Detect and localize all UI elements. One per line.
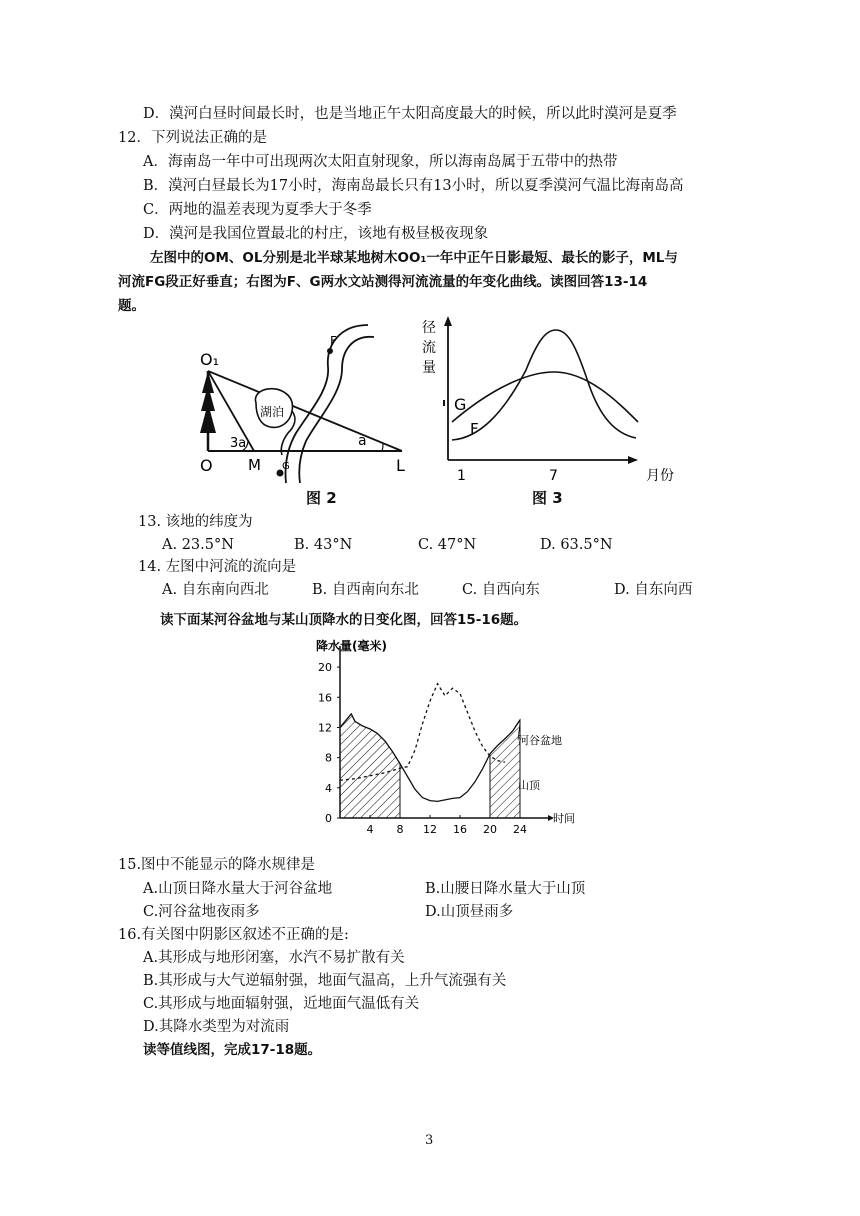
label-lake: 湖泊 bbox=[260, 405, 285, 419]
intro-13-line1: 左图中的OM、OL分别是北半球某地树木OO₁一年中正午日影最短、最长的影子，ML与 bbox=[150, 250, 678, 266]
q15-option-b: B.山腰日降水量大于山顶 bbox=[425, 881, 586, 897]
fig3-ylabel-1: 径 bbox=[422, 320, 436, 336]
label-m: M bbox=[248, 456, 261, 474]
precip-x-tick-label: 16 bbox=[453, 823, 467, 836]
figure-3-caption: 图 3 bbox=[532, 489, 563, 507]
q11-option-d: D．漠河白昼时间最长时，也是当地正午太阳高度最大的时候，所以此时漠河是夏季 bbox=[143, 106, 677, 122]
fig3-label-g: G bbox=[454, 395, 467, 414]
fig3-tick-7: 7 bbox=[549, 468, 558, 484]
fig3-tick-1: 1 bbox=[457, 468, 466, 484]
precip-ylabel: 降水量(毫米) bbox=[316, 639, 387, 653]
river-bank-right bbox=[285, 325, 368, 483]
intro-17: 读等值线图，完成17-18题。 bbox=[143, 1042, 322, 1058]
q14-option-d: D. 自东向西 bbox=[614, 582, 693, 598]
precip-x-tick-label: 12 bbox=[423, 823, 437, 836]
fig3-curve-f bbox=[452, 330, 636, 440]
precip-y-tick-label: 16 bbox=[318, 691, 332, 705]
fig3-xlabel: 月份 bbox=[646, 468, 674, 484]
angle-arc-a bbox=[382, 444, 383, 451]
q16-stem: 16.有关图中阴影区叙述不正确的是: bbox=[118, 927, 349, 943]
fig3-ylabel-2: 流 bbox=[422, 340, 436, 356]
label-g: G bbox=[282, 461, 290, 472]
q12-option-b: B．漠河白昼最长为17小时，海南岛最长只有13小时，所以夏季漠河气温比海南岛高 bbox=[143, 178, 684, 194]
precip-legend-basin: 河谷盆地 bbox=[518, 734, 562, 747]
label-o1: O₁ bbox=[200, 350, 220, 369]
page-number: 3 bbox=[425, 1133, 434, 1148]
precip-y-tick-label: 0 bbox=[325, 812, 332, 825]
q16-option-c: C.其形成与地面辐射强，近地面气温低有关 bbox=[143, 996, 420, 1012]
figure-2-caption: 图 2 bbox=[306, 489, 337, 507]
river-bank-left bbox=[299, 337, 374, 483]
intro-15: 读下面某河谷盆地与某山顶降水的日变化图，回答15-16题。 bbox=[160, 612, 528, 628]
q12-option-c: C．两地的温差表现为夏季大于冬季 bbox=[143, 202, 372, 218]
figure-2-diagram bbox=[190, 315, 420, 485]
fig3-y-arrow bbox=[444, 316, 452, 326]
label-l: L bbox=[396, 456, 405, 475]
q15-option-a: A.山顶日降水量大于河谷盆地 bbox=[143, 881, 333, 897]
fig3-x-arrow bbox=[628, 456, 638, 464]
precip-x-tick-label: 20 bbox=[483, 823, 497, 836]
q13-option-c: C. 47°N bbox=[418, 537, 477, 553]
q13-stem: 13. 该地的纬度为 bbox=[138, 514, 253, 530]
q16-option-a: A.其形成与地形闭塞，水汽不易扩散有关 bbox=[143, 950, 405, 966]
precip-y-tick-label: 8 bbox=[325, 751, 332, 765]
precip-shaded-area bbox=[490, 720, 520, 818]
precip-xlabel: 时间 bbox=[553, 812, 575, 825]
q16-option-b: B.其形成与大气逆辐射强，地面气温高，上升气流强有关 bbox=[143, 973, 507, 989]
fig3-ylabel-3: 量 bbox=[422, 360, 436, 376]
q14-option-a: A. 自东南向西北 bbox=[162, 582, 269, 598]
q15-option-d: D.山顶昼雨多 bbox=[425, 904, 514, 920]
q15-stem: 15.图中不能显示的降水规律是 bbox=[118, 857, 316, 873]
q13-option-a: A. 23.5°N bbox=[162, 537, 234, 553]
precip-y-tick-label: 20 bbox=[318, 661, 332, 675]
q14-stem: 14. 左图中河流的流向是 bbox=[138, 559, 297, 575]
q14-option-c: C. 自西向东 bbox=[462, 582, 540, 598]
precip-legend-summit: 山顶 bbox=[518, 779, 540, 792]
station-f-dot bbox=[327, 348, 333, 354]
intro-13-line2: 河流FG段正好垂直；右图为F、G两水文站测得河流流量的年变化曲线。读图回答13-14 bbox=[118, 274, 648, 290]
q16-option-d: D.其降水类型为对流雨 bbox=[143, 1019, 290, 1035]
precip-x-tick-label: 8 bbox=[396, 823, 404, 836]
intro-13-line3: 题。 bbox=[118, 298, 145, 314]
precipitation-chart bbox=[300, 632, 600, 842]
label-a: a bbox=[358, 433, 367, 449]
q12-stem: 12．下列说法正确的是 bbox=[118, 130, 267, 146]
precip-y-tick-label: 12 bbox=[318, 721, 332, 735]
precip-x-tick-label: 4 bbox=[366, 823, 374, 836]
label-3a: 3a bbox=[230, 436, 247, 451]
precip-x-tick-label: 24 bbox=[513, 823, 527, 836]
label-f: F bbox=[330, 334, 337, 348]
figure-3-chart bbox=[420, 310, 690, 488]
q13-option-d: D. 63.5°N bbox=[540, 537, 613, 553]
precip-y-tick-label: 4 bbox=[325, 781, 332, 795]
fig3-curve-g bbox=[452, 372, 638, 422]
fig3-label-f: F bbox=[470, 420, 479, 438]
q12-option-a: A．海南岛一年中可出现两次太阳直射现象，所以海南岛属于五带中的热带 bbox=[143, 154, 618, 170]
q13-option-b: B. 43°N bbox=[294, 537, 353, 553]
label-o: O bbox=[200, 456, 213, 475]
q12-option-d: D．漠河是我国位置最北的村庄，该地有极昼极夜现象 bbox=[143, 226, 489, 242]
q15-option-c: C.河谷盆地夜雨多 bbox=[143, 904, 260, 920]
q14-option-b: B. 自西南向东北 bbox=[312, 582, 419, 598]
